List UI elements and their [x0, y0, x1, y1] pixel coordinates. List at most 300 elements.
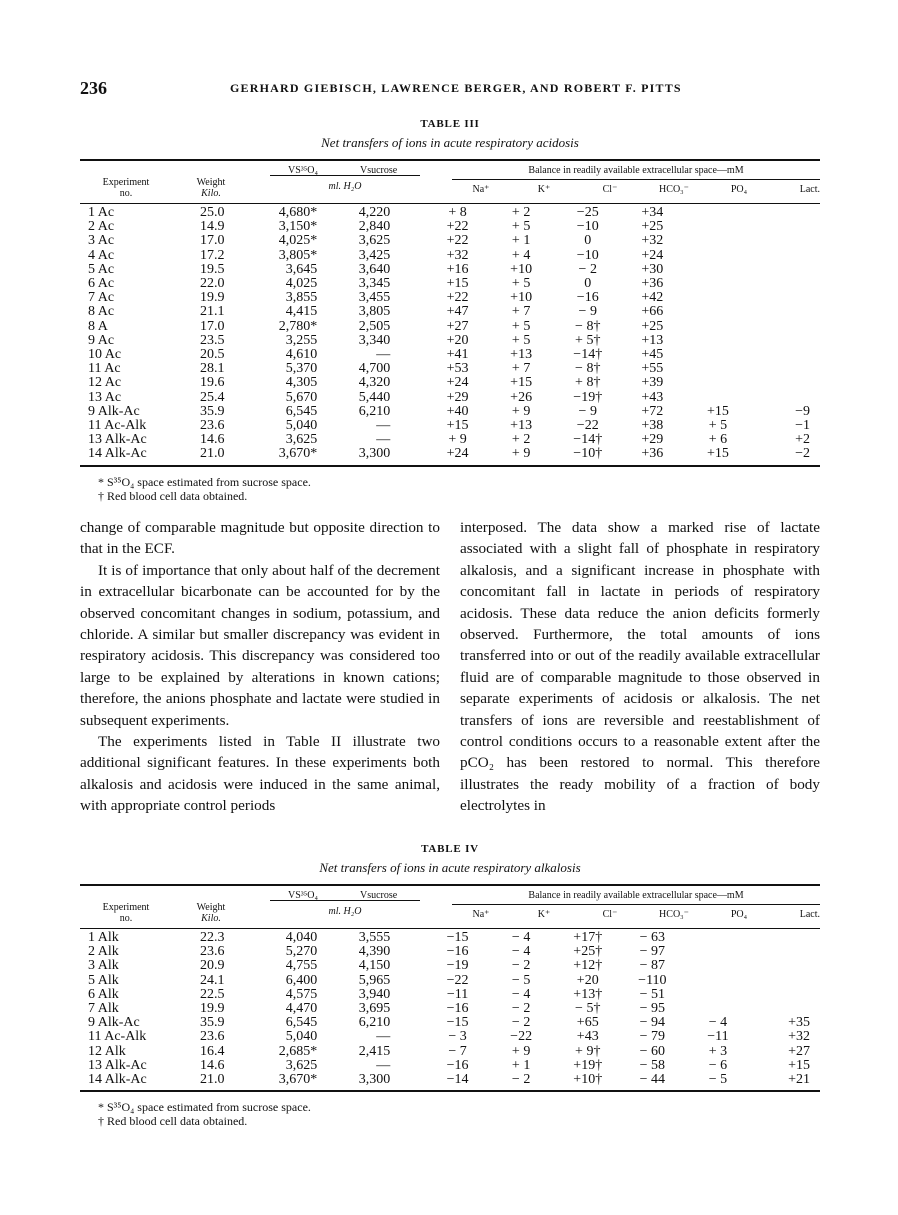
table-row — [80, 945, 820, 959]
table-body — [80, 206, 820, 462]
table-header — [80, 886, 820, 928]
cell-cl: +25† — [573, 944, 603, 960]
table-caption: Net transfers of ions in acute respiratory acidosis — [321, 135, 579, 150]
cell-vsucrose: — — [376, 432, 391, 448]
cell-lact — [751, 931, 820, 945]
table-row — [80, 277, 820, 291]
cell-hco3: +38 — [641, 418, 664, 434]
cell-hco3: +30 — [641, 261, 664, 277]
cell-po4 — [685, 220, 752, 234]
cell-lact — [751, 206, 820, 220]
cell-experiment: 11 Ac-Alk — [88, 1029, 147, 1045]
cell-lact — [751, 391, 820, 405]
cell-po4: +15 — [707, 446, 729, 462]
cell-vsucrose: 4,390 — [358, 944, 391, 960]
cell-weight: 35.9 — [199, 1015, 225, 1031]
cell-k: + 9 — [511, 403, 531, 419]
cell-cl: + 9† — [575, 1043, 601, 1059]
cell-cl: −25 — [576, 205, 599, 220]
cell-hco3: − 44 — [639, 1072, 666, 1088]
cell-cl: −14† — [573, 432, 603, 448]
cell-vsucrose: 4,150 — [358, 958, 391, 974]
cell-hco3: +24 — [641, 247, 664, 263]
cell-vs35o4: 3,150* — [278, 219, 318, 235]
cell-experiment: 2 Alk — [88, 944, 119, 960]
cell-vs35o4: 4,680* — [278, 205, 318, 220]
table-row — [80, 348, 820, 362]
cell-hco3: − 87 — [639, 958, 666, 974]
cell-po4 — [685, 931, 752, 945]
table-row — [80, 206, 820, 220]
cell-weight: 17.0 — [199, 318, 225, 334]
cell-lact — [751, 376, 820, 390]
header-kilo: Kilo. — [201, 913, 221, 924]
cell-na: −15 — [446, 930, 469, 945]
cell-cl: − 8† — [575, 361, 601, 377]
table-row — [80, 391, 820, 405]
header-k: K⁺ — [537, 184, 551, 195]
cell-hco3: +45 — [641, 347, 664, 363]
cell-vs35o4: 5,270 — [285, 944, 318, 960]
cell-vsucrose: 3,640 — [358, 261, 391, 277]
cell-hco3: − 60 — [639, 1043, 666, 1059]
cell-cl: −10 — [576, 247, 599, 263]
cell-k: − 2 — [511, 1015, 531, 1031]
cell-cl: +65 — [576, 1015, 599, 1031]
cell-hco3: − 58 — [639, 1057, 666, 1073]
table-row — [80, 334, 820, 348]
cell-na: +15 — [446, 418, 469, 434]
cell-cl: 0 — [584, 276, 592, 292]
cell-k: +10 — [510, 261, 533, 277]
page-number: 236 — [80, 78, 107, 98]
cell-k: + 5 — [511, 219, 531, 235]
cell-weight: 25.0 — [199, 205, 225, 220]
cell-na: +22 — [446, 219, 469, 235]
cell-vs35o4: 4,470 — [285, 1001, 318, 1017]
header-po4: PO₄ — [730, 909, 748, 920]
cell-hco3: − 94 — [639, 1015, 666, 1031]
cell-na: + 9 — [448, 432, 467, 448]
cell-hco3: − 95 — [639, 1001, 666, 1017]
cell-vsucrose: — — [376, 418, 391, 434]
footnote-rbc: † Red blood cell data obtained. — [98, 488, 248, 503]
cell-lact — [751, 348, 820, 362]
header-ml-h2o: ml. H₂O — [328, 906, 362, 917]
cell-na: +22 — [446, 233, 469, 249]
cell-na: +24 — [446, 446, 469, 462]
cell-po4: − 5 — [708, 1072, 728, 1088]
cell-vs35o4: 3,625 — [285, 432, 318, 448]
header-hco3: HCO₃⁻ — [659, 909, 689, 920]
cell-hco3: +25 — [641, 318, 664, 334]
cell-vs35o4: 2,780* — [278, 318, 318, 334]
cell-na: +27 — [446, 318, 469, 334]
cell-po4 — [685, 320, 752, 334]
cell-cl: −22 — [576, 418, 599, 434]
cell-na: +47 — [446, 304, 469, 320]
cell-k: + 5 — [511, 276, 531, 292]
cell-na: −16 — [446, 944, 469, 960]
cell-po4: − 4 — [708, 1015, 728, 1031]
table-row — [80, 263, 820, 277]
cell-experiment: 7 Ac — [88, 290, 115, 306]
cell-k: − 5 — [511, 972, 531, 988]
table-row — [80, 959, 820, 973]
cell-lact — [751, 988, 820, 1002]
cell-po4: + 5 — [708, 418, 728, 434]
table-row — [80, 419, 820, 433]
cell-vs35o4: 4,025 — [285, 276, 318, 292]
cell-vs35o4: 5,040 — [285, 1029, 318, 1045]
cell-hco3: +72 — [641, 403, 664, 419]
cell-experiment: 12 Alk — [88, 1043, 126, 1059]
table-row — [80, 931, 820, 945]
cell-hco3: +66 — [641, 304, 664, 320]
table-bottom-rule — [80, 465, 820, 467]
cell-vs35o4: 3,670* — [278, 1072, 318, 1088]
cell-po4: + 6 — [708, 432, 728, 448]
table-caption: Net transfers of ions in acute respiratory alkalosis — [319, 860, 581, 875]
cell-hco3: − 63 — [639, 930, 666, 945]
cell-na: −11 — [446, 986, 469, 1002]
cell-vs35o4: 4,575 — [285, 986, 318, 1002]
cell-k: + 9 — [511, 446, 531, 462]
header-vsucrose: Vsucrose — [360, 165, 398, 176]
table-row — [80, 447, 820, 461]
cell-hco3: −110 — [638, 972, 667, 988]
cell-weight: 14.6 — [199, 1057, 225, 1073]
table-row — [80, 320, 820, 334]
cell-weight: 19.9 — [199, 290, 225, 306]
body-column-left — [80, 517, 440, 817]
cell-k: − 4 — [511, 944, 531, 960]
cell-vs35o4: 4,610 — [285, 347, 318, 363]
cell-po4: +15 — [707, 403, 729, 419]
header-na: Na⁺ — [472, 909, 490, 920]
cell-vsucrose: 6,210 — [358, 403, 391, 419]
cell-lact — [751, 334, 820, 348]
cell-weight: 17.0 — [199, 233, 225, 249]
cell-vs35o4: 5,370 — [285, 361, 318, 377]
cell-k: +13 — [510, 418, 533, 434]
cell-lact: −9 — [795, 403, 810, 419]
cell-lact: +35 — [788, 1015, 810, 1031]
table-row — [80, 1059, 820, 1073]
cell-vs35o4: 2,685* — [278, 1043, 318, 1059]
cell-experiment: 9 Ac — [88, 332, 115, 348]
cell-experiment: 13 Alk-Ac — [88, 432, 147, 448]
cell-lact: −2 — [795, 446, 810, 462]
table-header — [80, 161, 820, 203]
cell-weight: 19.9 — [199, 1001, 225, 1017]
cell-k: + 1 — [511, 1057, 531, 1073]
cell-vsucrose: 3,695 — [358, 1001, 391, 1017]
cell-cl: +12† — [573, 958, 603, 974]
cell-vsucrose: — — [376, 347, 391, 363]
cell-experiment: 6 Ac — [88, 276, 115, 292]
cell-hco3: +25 — [641, 219, 664, 235]
cell-hco3: +32 — [641, 233, 664, 249]
header-experiment: Experiment — [102, 902, 150, 913]
cell-na: +22 — [446, 290, 469, 306]
header-weight: Weight — [196, 177, 226, 188]
cell-vs35o4: 4,415 — [285, 304, 318, 320]
table-header-rule — [80, 203, 820, 204]
cell-vs35o4: 4,305 — [285, 375, 318, 391]
paragraph: It is of importance that only about half of the decrement in extracellular bicarbonate can be accounted for by the observed concomitant changes in sodium, potassium, and chloride. A similar but smaller discrepancy was evident in respiratory acidosis. This discrepancy was considered too large to be explained by alterations in known cations; therefore, the anions phosphate and lactate were studied in subsequent experiments. — [80, 561, 440, 729]
cell-weight: 19.5 — [199, 261, 225, 277]
cell-weight: 35.9 — [199, 403, 225, 419]
cell-k: + 1 — [511, 233, 531, 249]
cell-na: +29 — [446, 389, 469, 405]
cell-lact — [751, 263, 820, 277]
cell-lact: +32 — [788, 1029, 810, 1045]
cell-po4 — [685, 348, 752, 362]
cell-experiment: 9 Alk-Ac — [88, 1015, 140, 1031]
cell-po4 — [685, 263, 752, 277]
cell-weight: 22.3 — [199, 930, 225, 945]
cell-experiment: 12 Ac — [88, 375, 122, 391]
table-label: TABLE IV — [421, 843, 479, 855]
cell-weight: 14.6 — [199, 432, 225, 448]
cell-na: −22 — [446, 972, 469, 988]
cell-vs35o4: 5,670 — [285, 389, 318, 405]
cell-vsucrose: 3,425 — [358, 247, 391, 263]
cell-na: −16 — [446, 1001, 469, 1017]
cell-k: +15 — [510, 375, 533, 391]
cell-lact — [751, 277, 820, 291]
cell-experiment: 9 Alk-Ac — [88, 403, 140, 419]
table-row — [80, 1002, 820, 1016]
cell-cl: +17† — [573, 930, 603, 945]
table-footnotes — [98, 1100, 820, 1128]
cell-vs35o4: 3,805* — [278, 247, 318, 263]
cell-vsucrose: 3,455 — [358, 290, 391, 306]
cell-experiment: 14 Alk-Ac — [88, 1072, 147, 1088]
header-hco3: HCO₃⁻ — [659, 184, 689, 195]
cell-k: + 9 — [511, 1043, 531, 1059]
cell-vsucrose: 3,300 — [358, 446, 391, 462]
cell-po4 — [685, 391, 752, 405]
cell-experiment: 5 Ac — [88, 261, 115, 277]
header-vsucrose: Vsucrose — [360, 890, 398, 901]
header-vs35o4: VS³⁵O₄ — [288, 165, 318, 176]
cell-k: −22 — [510, 1029, 533, 1045]
cell-weight: 16.4 — [199, 1043, 225, 1059]
cell-lact — [751, 974, 820, 988]
table-row — [80, 1030, 820, 1044]
cell-hco3: +42 — [641, 290, 664, 306]
cell-vs35o4: 3,255 — [285, 332, 318, 348]
table-row — [80, 1073, 820, 1087]
cell-na: −15 — [446, 1015, 469, 1031]
cell-hco3: +29 — [641, 432, 664, 448]
cell-k: − 2 — [511, 1001, 531, 1017]
cell-vsucrose: 4,700 — [358, 361, 391, 377]
cell-po4: − 6 — [708, 1057, 728, 1073]
cell-vsucrose: 3,555 — [358, 930, 391, 945]
cell-weight: 23.5 — [199, 332, 225, 348]
cell-vsucrose: 3,345 — [358, 276, 391, 292]
running-head-authors: GERHARD GIEBISCH, LAWRENCE BERGER, AND ROBERT F. PITTS — [230, 81, 682, 95]
cell-k: + 4 — [511, 247, 531, 263]
cell-experiment: 6 Alk — [88, 986, 119, 1002]
table-row — [80, 305, 820, 319]
cell-k: − 2 — [511, 1072, 531, 1088]
cell-cl: +43 — [576, 1029, 599, 1045]
cell-vs35o4: 6,400 — [285, 972, 318, 988]
table-footnotes — [98, 475, 820, 503]
cell-hco3: +39 — [641, 375, 664, 391]
cell-k: + 2 — [511, 432, 531, 448]
cell-cl: −16 — [576, 290, 599, 306]
cell-na: +20 — [446, 332, 469, 348]
cell-lact — [751, 945, 820, 959]
table-iv — [80, 843, 820, 1128]
cell-weight: 20.5 — [199, 347, 225, 363]
cell-na: +32 — [446, 247, 469, 263]
cell-na: + 8 — [448, 205, 467, 220]
header-balance: Balance in readily available extracellular space—mM — [528, 890, 744, 901]
table-row — [80, 1016, 820, 1030]
cell-na: − 3 — [448, 1029, 467, 1045]
header-lact: Lact. — [799, 909, 820, 920]
cell-vs35o4: 3,670* — [278, 446, 318, 462]
cell-cl: +13† — [573, 986, 603, 1002]
table-row — [80, 291, 820, 305]
footnote-rbc: † Red blood cell data obtained. — [98, 1114, 248, 1129]
cell-cl: − 5† — [575, 1001, 601, 1017]
table-bottom-rule — [80, 1090, 820, 1092]
cell-weight: 23.6 — [199, 418, 225, 434]
cell-k: + 7 — [511, 304, 531, 320]
cell-vs35o4: 6,545 — [285, 1015, 318, 1031]
cell-weight: 14.9 — [199, 219, 225, 235]
cell-experiment: 2 Ac — [88, 219, 115, 235]
cell-po4 — [685, 277, 752, 291]
cell-lact: +27 — [788, 1043, 810, 1059]
header-kilo: Kilo. — [201, 188, 221, 199]
paragraph: The experiments listed in Table II illustrate two additional significant features. In these experiments both alkalosis and acidosis were induced in the same animal, with appropriate control periods — [80, 733, 440, 815]
header-experiment: Experiment — [102, 177, 150, 188]
cell-po4: + 3 — [708, 1043, 728, 1059]
cell-k: + 2 — [511, 205, 531, 220]
footnote-sucrose: * S³⁵O₄ space estimated from sucrose space. — [98, 474, 311, 489]
cell-experiment: 10 Ac — [88, 347, 122, 363]
cell-na: −19 — [446, 958, 469, 974]
header-no: no. — [119, 188, 133, 199]
cell-cl: +19† — [573, 1057, 603, 1073]
cell-na: − 7 — [448, 1043, 467, 1059]
cell-experiment: 1 Alk — [88, 930, 119, 945]
cell-hco3: +36 — [641, 446, 664, 462]
cell-vsucrose: 3,625 — [358, 233, 391, 249]
table-row — [80, 220, 820, 234]
cell-experiment: 11 Ac-Alk — [88, 418, 147, 434]
cell-cl: + 5† — [575, 332, 601, 348]
cell-cl: 0 — [584, 233, 592, 249]
cell-na: −16 — [446, 1057, 469, 1073]
header-balance-rule — [452, 179, 820, 180]
cell-po4 — [685, 376, 752, 390]
cell-k: − 2 — [511, 958, 531, 974]
table-row — [80, 433, 820, 447]
cell-experiment: 11 Ac — [88, 361, 121, 377]
cell-vsucrose: 6,210 — [358, 1015, 391, 1031]
header-no: no. — [119, 913, 133, 924]
table-row — [80, 249, 820, 263]
cell-k: +10 — [510, 290, 533, 306]
cell-k: − 4 — [511, 986, 531, 1002]
cell-weight: 25.4 — [199, 389, 225, 405]
cell-cl: − 9 — [578, 403, 597, 419]
cell-hco3: − 79 — [639, 1029, 666, 1045]
cell-vs35o4: 4,755 — [285, 958, 318, 974]
cell-hco3: +34 — [641, 205, 664, 220]
cell-lact — [751, 959, 820, 973]
cell-po4 — [685, 1002, 752, 1016]
cell-lact — [751, 362, 820, 376]
cell-vs35o4: 3,625 — [285, 1057, 318, 1073]
cell-vsucrose: 2,505 — [358, 318, 391, 334]
cell-vsucrose: 3,300 — [358, 1072, 391, 1088]
header-balance-rule — [452, 904, 820, 905]
cell-weight: 17.2 — [199, 247, 225, 263]
cell-experiment: 14 Alk-Ac — [88, 446, 147, 462]
paragraph: interposed. The data show a marked rise of lactate associated with a slight fall of phosphate in respiratory alkalosis, and a significant increase in phosphate with concomitant fall in lactate in periods of respiratory acidosis. These data reduce the anion deficits formerly observed. Furthermore, the total amounts of ions transferred into or out of the readily available extracellular fluid are of comparable magnitude to those observed in separate experiments of acidosis or alkalosis. The net transfers of ions are reversible and reestablishment of control conditions occurs to a reasonable extent after the pCO₂ has been restored to normal. This therefore illustrates the ready mobility of a fraction of body electrolytes in — [460, 519, 820, 815]
cell-experiment: 8 Ac — [88, 304, 115, 320]
cell-experiment: 7 Alk — [88, 1001, 119, 1017]
cell-lact — [751, 220, 820, 234]
header-volume-rule — [270, 175, 420, 176]
cell-k: + 5 — [511, 318, 531, 334]
cell-k: + 5 — [511, 332, 531, 348]
cell-vsucrose: — — [376, 1029, 391, 1045]
cell-experiment: 4 Ac — [88, 247, 115, 263]
cell-na: +24 — [446, 375, 469, 391]
cell-vsucrose: 3,805 — [358, 304, 391, 320]
cell-experiment: 3 Alk — [88, 958, 119, 974]
cell-na: +16 — [446, 261, 469, 277]
cell-lact: +15 — [788, 1057, 810, 1073]
cell-hco3: − 51 — [639, 986, 666, 1002]
cell-experiment: 13 Ac — [88, 389, 122, 405]
cell-po4 — [685, 334, 752, 348]
cell-po4: −11 — [707, 1029, 729, 1045]
cell-vsucrose: 2,415 — [358, 1043, 391, 1059]
cell-hco3: +13 — [641, 332, 664, 348]
cell-hco3: − 97 — [639, 944, 666, 960]
cell-weight: 23.6 — [199, 944, 225, 960]
table-row — [80, 988, 820, 1002]
cell-weight: 21.0 — [199, 446, 225, 462]
cell-vsucrose: — — [376, 1057, 391, 1073]
cell-k: +13 — [510, 347, 533, 363]
cell-po4 — [685, 988, 752, 1002]
cell-cl: − 2 — [578, 261, 597, 277]
cell-vs35o4: 4,040 — [285, 930, 318, 945]
cell-cl: − 9 — [578, 304, 597, 320]
table-row — [80, 974, 820, 988]
cell-hco3: +43 — [641, 389, 664, 405]
cell-po4 — [685, 959, 752, 973]
cell-vs35o4: 5,040 — [285, 418, 318, 434]
cell-lact — [751, 291, 820, 305]
table-row — [80, 362, 820, 376]
cell-vsucrose: 3,940 — [358, 986, 391, 1002]
cell-weight: 28.1 — [199, 361, 225, 377]
